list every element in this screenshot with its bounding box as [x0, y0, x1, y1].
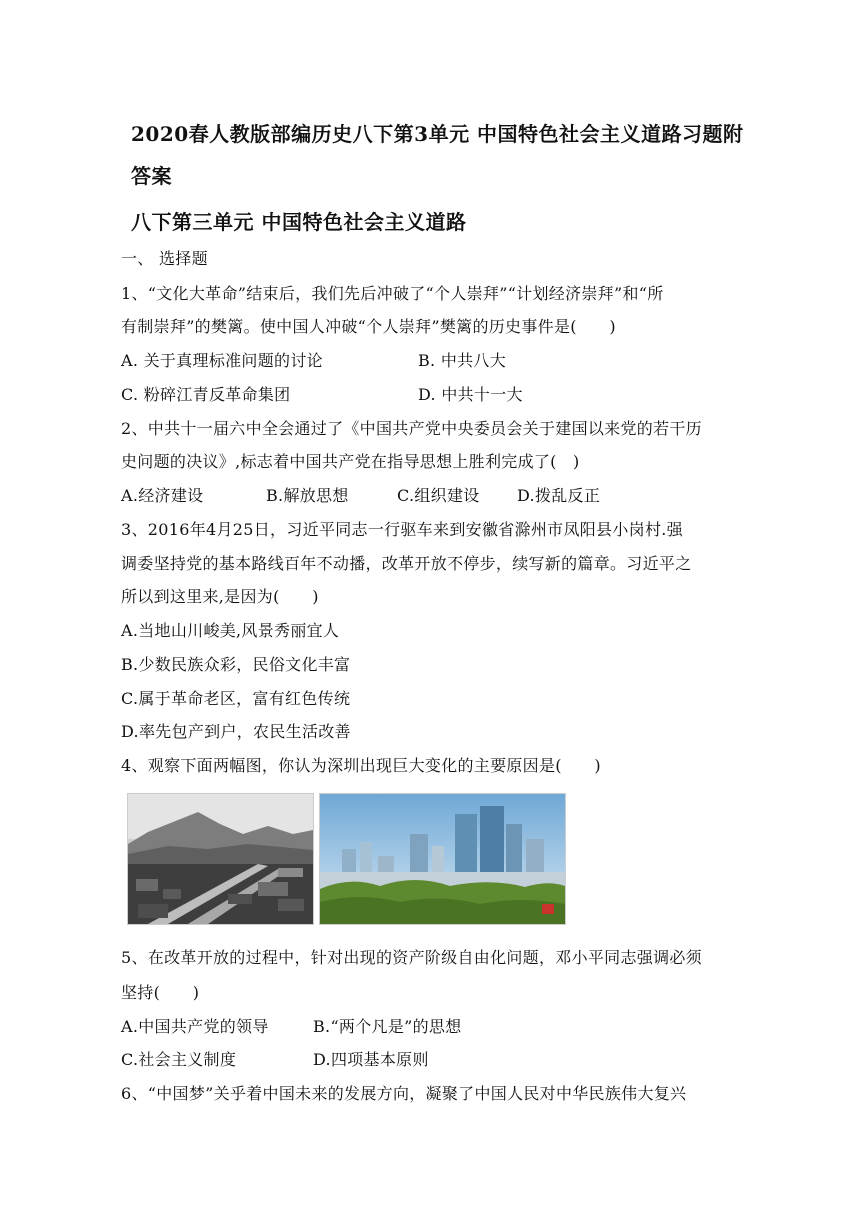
q1-option-b: B. 中共八大: [418, 351, 507, 370]
q2-option-a: A.经济建设: [121, 486, 204, 505]
q1-option-a: A. 关于真理标准问题的讨论: [121, 351, 323, 370]
q5-option-c: C.社会主义制度: [121, 1050, 237, 1069]
old-shenzhen-photo: [127, 793, 314, 925]
q3-option-a: A.当地山川峻美,风景秀丽宜人: [121, 621, 340, 640]
q5-option-b: B.“两个凡是”的思想: [313, 1017, 462, 1036]
q3-stem-line3: 所以到这里来,是因为( ): [121, 587, 319, 606]
q5-option-d: D.四项基本原则: [313, 1050, 429, 1069]
modern-shenzhen-photo: [319, 793, 566, 925]
document-title-line1: 2020春人教版部编历史八下第3单元 中国特色社会主义道路习题附: [131, 122, 744, 146]
q3-option-d: D.率先包产到户，农民生活改善: [121, 722, 351, 741]
q1-stem-line1: 1、“文化大革命”结束后，我们先后冲破了“个人崇拜”“计划经济崇拜”和“所: [121, 284, 664, 303]
q2-option-c: C.组织建设: [397, 486, 480, 505]
q2-stem-line1: 2、中共十一届六中全会通过了《中国共产党中央委员会关于建国以来党的若干历: [121, 419, 702, 438]
q1-stem-line2: 有制崇拜”的樊篱。使中国人冲破“个人崇拜”樊篱的历史事件是( ): [121, 317, 616, 336]
q4-stem-line1: 4、观察下面两幅图，你认为深圳出现巨大变化的主要原因是( ): [121, 756, 601, 775]
q1-option-d: D. 中共十一大: [418, 385, 523, 404]
q5-stem-line2: 坚持( ): [121, 983, 200, 1002]
q5-stem-line1: 5、在改革开放的过程中，针对出现的资产阶级自由化问题，邓小平同志强调必须: [121, 948, 702, 967]
q1-option-c: C. 粉碎江青反革命集团: [121, 385, 291, 404]
document-title-line2: 答案: [131, 164, 172, 188]
q3-option-b: B.少数民族众彩，民俗文化丰富: [121, 655, 351, 674]
q5-option-a: A.中国共产党的领导: [121, 1017, 269, 1036]
q3-stem-line1: 3、2016年4月25日，习近平同志一行驱车来到安徽省滁州市凤阳县小岗村.强: [121, 520, 683, 539]
section-heading: 一、 选择题: [121, 249, 208, 268]
unit-subtitle: 八下第三单元 中国特色社会主义道路: [131, 210, 467, 234]
q3-option-c: C.属于革命老区，富有红色传统: [121, 689, 351, 708]
q3-stem-line2: 调委坚持党的基本路线百年不动播，改革开放不停步，续写新的篇章。习近平之: [121, 554, 692, 573]
q6-stem-line1: 6、“中国梦”关乎着中国未来的发展方向，凝聚了中国人民对中华民族伟大复兴: [121, 1084, 687, 1103]
q2-option-d: D.拨乱反正: [517, 486, 601, 505]
q2-stem-line2: 史问题的决议》,标志着中国共产党在指导思想上胜利完成了( ): [121, 452, 580, 471]
q2-option-b: B.解放思想: [266, 486, 349, 505]
